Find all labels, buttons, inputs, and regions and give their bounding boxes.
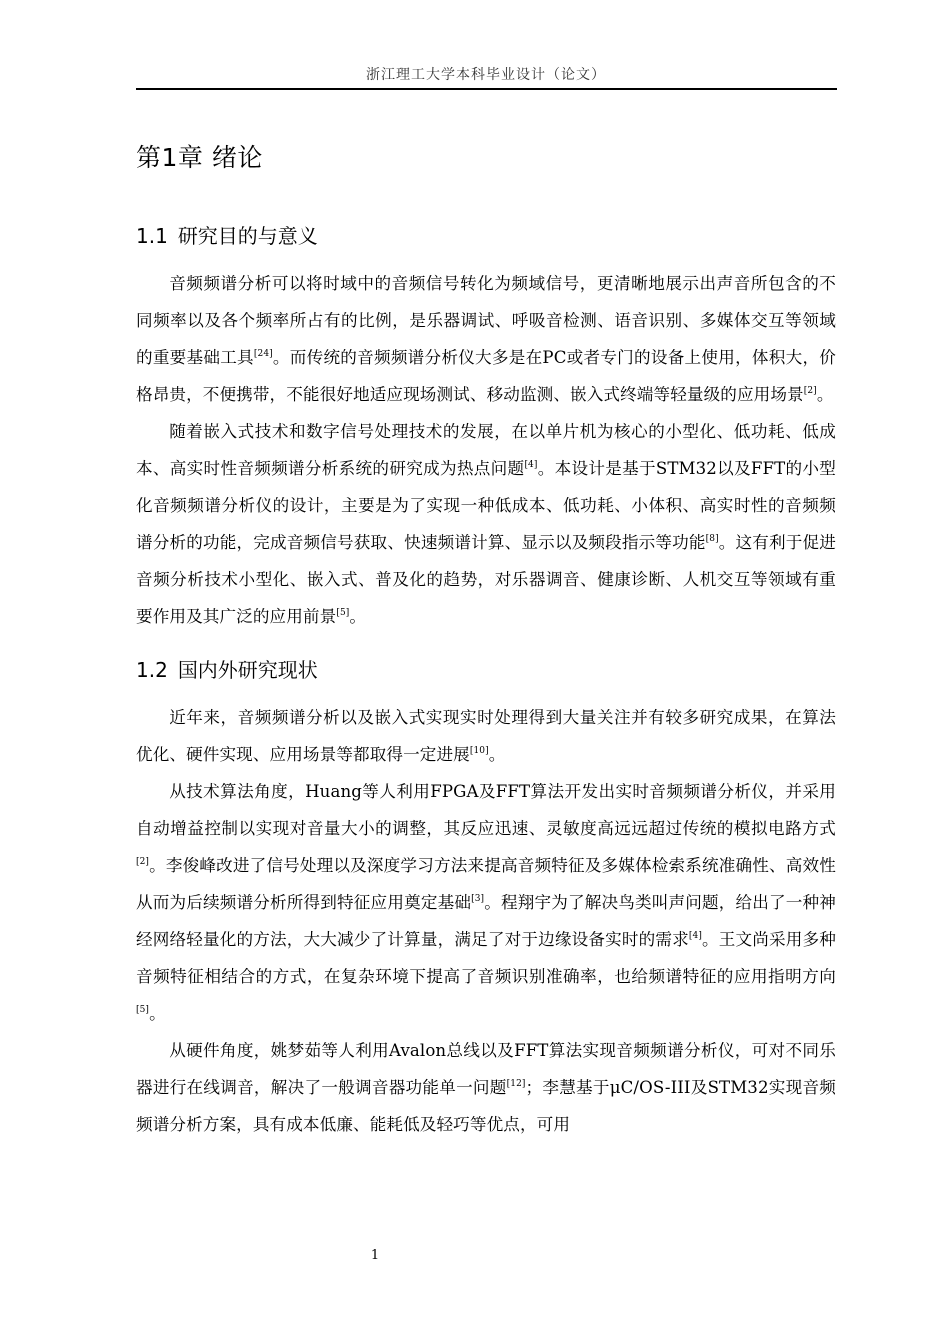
- citation-ref: [8]: [705, 534, 719, 544]
- citation-ref: [10]: [469, 746, 489, 756]
- section-title-text: 研究目的与意义: [177, 224, 318, 248]
- chapter-title: 第1章 绪论: [136, 143, 263, 172]
- section-1-2: [136, 655, 836, 1143]
- section-number: 1.2: [136, 658, 168, 682]
- citation-ref: [3]: [471, 894, 485, 904]
- paragraph-text: 。本设计是基于STM32以及FFT的小型化音频频谱分析仪的设计，主要是为了实现一种低成本、低功耗、小体积、高实时性的音频频谱分析的功能，完成音频信号获取、快速频谱计算、显示以及频段指示等功能: [136, 459, 836, 552]
- page-number: 1: [370, 1248, 380, 1263]
- paragraph-text: ；李慧基于μC/OS-III及STM32实现音频频谱分析方案，具有成本低廉、能耗低及轻巧等优点，可用: [136, 1078, 836, 1134]
- running-header: 浙江理工大学本科毕业设计（论文）: [366, 67, 606, 83]
- section-1-1: [136, 221, 836, 635]
- paragraph-text: 。而传统的音频频谱分析仪大多是在PC或者专门的设备上使用，体积大，价格昂贵，不便携带，不能很好地适应现场测试、移动监测、嵌入式终端等轻量级的应用场景: [136, 348, 836, 404]
- paragraph-text: 。程翔宇为了解决鸟类叫声问题，给出了一种神经网络轻量化的方法，大大减少了计算量，满足了对于边缘设备实时的需求: [136, 893, 836, 949]
- citation-ref: [4]: [524, 460, 538, 470]
- paragraph-text: 。王文尚采用多种音频特征相结合的方式，在复杂环境下提高了音频识别准确率，也给频谱特征的应用指明方向: [136, 930, 836, 986]
- citation-ref: [5]: [336, 608, 350, 618]
- header-rule: [136, 88, 837, 90]
- paragraph-text: 从技术算法角度，Huang等人利用FPGA及FFT算法开发出实时音频频谱分析仪，并采用自动增益控制以实现对音量大小的调整，其反应迅速、灵敏度高远远超过传统的模拟电路方式: [136, 782, 836, 838]
- citation-ref: [2]: [803, 386, 817, 396]
- section-title-text: 国内外研究现状: [177, 658, 318, 682]
- paragraph-text: 音频频谱分析可以将时域中的音频信号转化为频域信号，更清晰地展示出声音所包含的不同频率以及各个频率所占有的比例，是乐器调试、呼吸音检测、语音识别、多媒体交互等领域的重要基础工具: [136, 274, 836, 367]
- paragraph-text: 。: [488, 745, 506, 764]
- citation-ref: [5]: [136, 1005, 150, 1015]
- paragraph: [136, 413, 836, 635]
- paragraph: [136, 773, 836, 1032]
- paragraph-text: 。: [349, 607, 367, 626]
- paragraph: [136, 699, 836, 773]
- paragraph: [136, 1032, 836, 1143]
- paragraph-text: 。: [149, 1004, 166, 1023]
- section-heading: [136, 221, 836, 251]
- paragraph-text: 。: [816, 385, 834, 404]
- page-content: [136, 128, 836, 1143]
- paragraph-text: 随着嵌入式技术和数字信号处理技术的发展，在以单片机为核心的小型化、低功耗、低成本、高实时性音频频谱分析系统的研究成为热点问题: [136, 422, 836, 478]
- citation-ref: [24]: [253, 349, 273, 359]
- citation-ref: [4]: [688, 931, 702, 941]
- paragraph: [136, 265, 836, 413]
- section-heading: [136, 655, 836, 685]
- citation-ref: [2]: [136, 857, 150, 867]
- paragraph-text: 。李俊峰改进了信号处理以及深度学习方法来提高音频特征及多媒体检索系统准确性、高效性从而为后续频谱分析所得到特征应用奠定基础: [136, 856, 836, 912]
- paragraph-text: 近年来，音频频谱分析以及嵌入式实现实时处理得到大量关注并有较多研究成果，在算法优化、硬件实现、应用场景等都取得一定进展: [136, 708, 836, 764]
- paragraph-text: 从硬件角度，姚梦茹等人利用Avalon总线以及FFT算法实现音频频谱分析仪，可对不同乐器进行在线调音，解决了一般调音器功能单一问题: [136, 1041, 836, 1097]
- paragraph-text: 。这有利于促进音频分析技术小型化、嵌入式、普及化的趋势，对乐器调音、健康诊断、人机交互等领域有重要作用及其广泛的应用前景: [136, 533, 836, 626]
- section-number: 1.1: [136, 224, 168, 248]
- citation-ref: [12]: [506, 1079, 526, 1089]
- section-spacer: [136, 635, 836, 655]
